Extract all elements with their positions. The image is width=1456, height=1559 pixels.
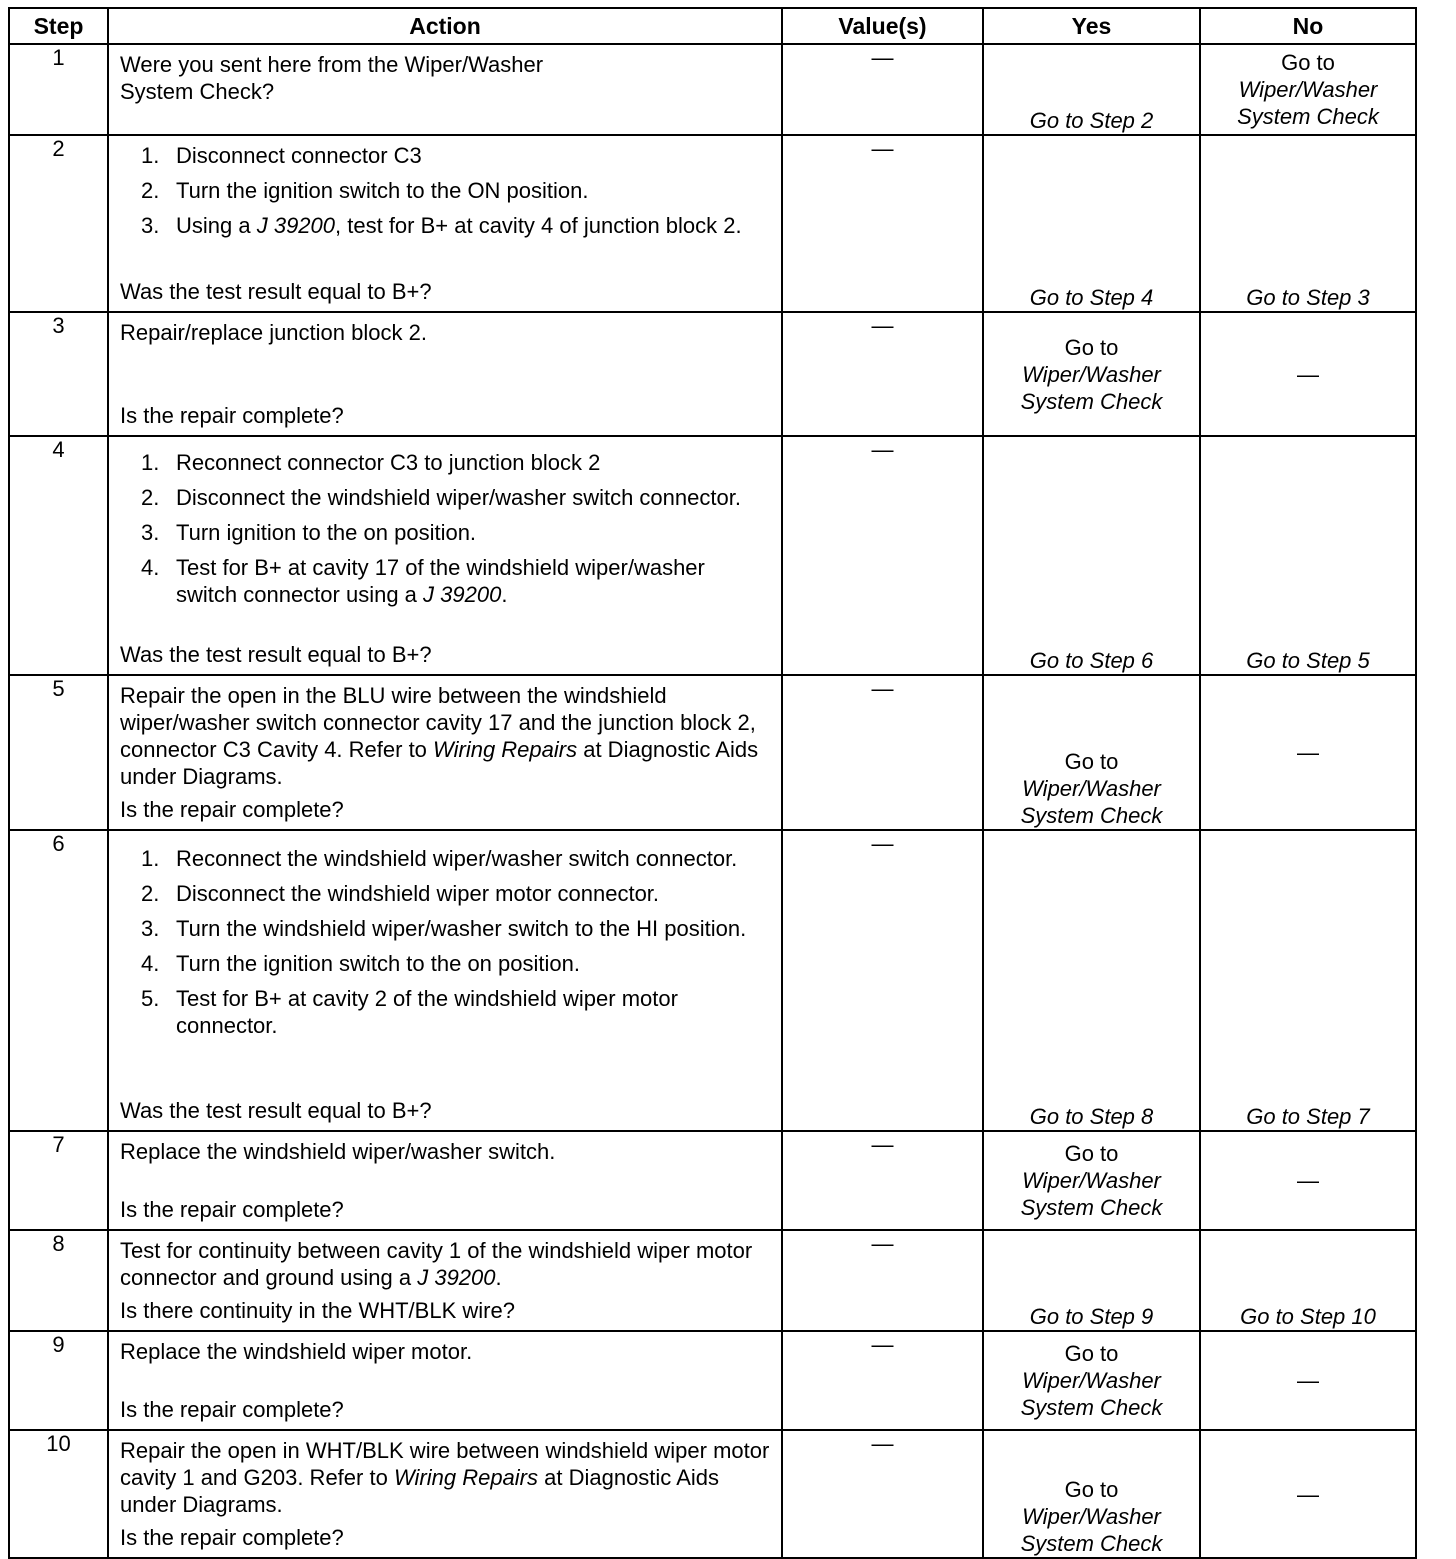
action-question: Was the test result equal to B+? bbox=[120, 279, 432, 304]
system-check-line1: Wiper/Washer bbox=[1022, 776, 1161, 801]
no-result: Go to Step 3 bbox=[1246, 285, 1370, 310]
action-cell bbox=[108, 436, 782, 675]
no-cell: — bbox=[1200, 1331, 1416, 1430]
no-cell: — bbox=[1200, 312, 1416, 436]
step-number: 5 bbox=[9, 675, 108, 830]
value-cell: — bbox=[782, 830, 983, 1131]
value-cell: — bbox=[782, 312, 983, 436]
action-question: Is the repair complete? bbox=[120, 1397, 344, 1422]
no-result: Go to Step 10 bbox=[1240, 1304, 1376, 1329]
header-action: Action bbox=[108, 8, 782, 44]
value-cell: — bbox=[782, 135, 983, 312]
no-result: Go to Step 5 bbox=[1246, 648, 1370, 673]
yes-cell bbox=[983, 436, 1200, 675]
list-item: 2. Turn the ignition switch to the ON position. bbox=[141, 178, 589, 203]
value-cell: — bbox=[782, 1430, 983, 1558]
list-item: 4. Turn the ignition switch to the on position. bbox=[141, 951, 580, 976]
table-row bbox=[9, 830, 1416, 1131]
list-item: 3. Turn ignition to the on position. bbox=[141, 520, 477, 545]
action-cell bbox=[108, 135, 782, 312]
no-cell: — bbox=[1200, 1131, 1416, 1230]
step-number: 10 bbox=[9, 1430, 108, 1558]
system-check-line2: System Check bbox=[1020, 1531, 1163, 1556]
goto-label: Go to bbox=[1281, 50, 1335, 75]
yes-cell bbox=[983, 830, 1200, 1131]
yes-cell bbox=[983, 1331, 1200, 1430]
list-item: 1. Reconnect the windshield wiper/washer switch connector. bbox=[141, 846, 738, 871]
table-row bbox=[9, 312, 1416, 436]
action-cell bbox=[108, 1331, 782, 1430]
yes-result: Go to Step 2 bbox=[1029, 108, 1154, 133]
step-number: 7 bbox=[9, 1131, 108, 1230]
table-row bbox=[9, 675, 1416, 830]
header-values: Value(s) bbox=[782, 8, 983, 44]
action-cell bbox=[108, 675, 782, 830]
step-number: 8 bbox=[9, 1230, 108, 1331]
header-row bbox=[9, 8, 1416, 44]
goto-label: Go to bbox=[1064, 334, 1119, 360]
value-cell: — bbox=[782, 436, 983, 675]
yes-result: Go to Step 6 bbox=[1029, 648, 1154, 673]
table-row bbox=[9, 44, 1416, 135]
list-item: 4. Test for B+ at cavity 17 of the windshield wiper/washer switch connector using a J 39200. bbox=[141, 555, 705, 607]
yes-cell bbox=[983, 675, 1200, 830]
yes-result: Go to Step 8 bbox=[1029, 1104, 1154, 1129]
action-text: Repair the open in the BLU wire between the windshield wiper/washer switch connector cavity 17 and the junction block 2, connector C3 Cavity 4. Refer to Wiring Repairs at Diagnostic Aids under Diagrams. bbox=[120, 683, 759, 789]
table-row bbox=[9, 135, 1416, 312]
value-cell: — bbox=[782, 1230, 983, 1331]
yes-cell bbox=[983, 312, 1200, 436]
yes-cell bbox=[983, 44, 1200, 135]
yes-cell bbox=[983, 1131, 1200, 1230]
action-question: Was the test result equal to B+? bbox=[120, 642, 432, 667]
no-cell bbox=[1200, 135, 1416, 312]
no-cell: — bbox=[1200, 675, 1416, 830]
list-item: 3. Turn the windshield wiper/washer switch to the HI position. bbox=[141, 916, 747, 941]
system-check-line2: System Check bbox=[1020, 1395, 1163, 1420]
step-number: 1 bbox=[9, 44, 108, 135]
header-no: No bbox=[1200, 8, 1416, 44]
yes-result: Go to Step 4 bbox=[1029, 285, 1154, 310]
action-text: Repair/replace junction block 2. bbox=[120, 320, 427, 345]
goto-label: Go to bbox=[1064, 749, 1119, 774]
action-question: Is the repair complete? bbox=[120, 1525, 344, 1550]
goto-label: Go to bbox=[1064, 1141, 1119, 1166]
system-check-line2: System Check bbox=[1020, 388, 1163, 414]
header-yes: Yes bbox=[983, 8, 1200, 44]
list-item: 3. Using a J 39200, test for B+ at cavity 4 of junction block 2. bbox=[141, 213, 742, 238]
no-cell bbox=[1200, 830, 1416, 1131]
action-text: Test for continuity between cavity 1 of the windshield wiper motor connector and ground using a J 39200. bbox=[120, 1238, 753, 1290]
yes-cell bbox=[983, 1230, 1200, 1331]
system-check-line1: Wiper/Washer bbox=[1022, 1168, 1161, 1193]
no-cell: — bbox=[1200, 1430, 1416, 1558]
system-check-line1: Wiper/Washer bbox=[1022, 1368, 1161, 1393]
system-check-line1: Wiper/Washer bbox=[1022, 361, 1161, 387]
list-item: 5. Test for B+ at cavity 2 of the windshield wiper motor connector. bbox=[141, 986, 678, 1038]
step-number: 3 bbox=[9, 312, 108, 436]
goto-label: Go to bbox=[1064, 1477, 1119, 1502]
action-text: Repair the open in WHT/BLK wire between windshield wiper motor cavity 1 and G203. Refer to Wiring Repairs at Diagnostic Aids under Diagrams. bbox=[120, 1438, 770, 1517]
action-list bbox=[120, 142, 771, 247]
value-cell: — bbox=[782, 675, 983, 830]
list-item: 2. Disconnect the windshield wiper motor connector. bbox=[141, 881, 660, 906]
system-check-line1: Wiper/Washer bbox=[1022, 1504, 1161, 1529]
table-row bbox=[9, 1131, 1416, 1230]
action-cell bbox=[108, 1230, 782, 1331]
header-step: Step bbox=[9, 8, 108, 44]
action-list bbox=[120, 449, 771, 616]
action-question: Is the repair complete? bbox=[120, 1197, 344, 1222]
value-cell: — bbox=[782, 1131, 983, 1230]
table-row bbox=[9, 1331, 1416, 1430]
diagnostic-table bbox=[8, 7, 1417, 1559]
value-cell: — bbox=[782, 1331, 983, 1430]
no-result: Go to Step 7 bbox=[1246, 1104, 1370, 1129]
no-cell bbox=[1200, 44, 1416, 135]
action-question: Is the repair complete? bbox=[120, 797, 344, 822]
yes-cell bbox=[983, 1430, 1200, 1558]
action-cell bbox=[108, 312, 782, 436]
goto-label: Go to bbox=[1064, 1341, 1119, 1366]
action-question: Was the test result equal to B+? bbox=[120, 1098, 432, 1123]
action-text: Replace the windshield wiper/washer switch. bbox=[120, 1139, 556, 1164]
system-check-line2: System Check bbox=[1237, 104, 1379, 129]
yes-cell bbox=[983, 135, 1200, 312]
yes-result: Go to Step 9 bbox=[1029, 1304, 1154, 1329]
step-number: 2 bbox=[9, 135, 108, 312]
action-cell bbox=[108, 1430, 782, 1558]
action-cell bbox=[108, 44, 782, 135]
action-cell bbox=[108, 1131, 782, 1230]
value-cell: — bbox=[782, 44, 983, 135]
system-check-line2: System Check bbox=[1020, 1195, 1163, 1220]
action-cell bbox=[108, 830, 782, 1131]
step-number: 9 bbox=[9, 1331, 108, 1430]
no-cell bbox=[1200, 436, 1416, 675]
action-text: Were you sent here from the Wiper/Washer System Check? bbox=[120, 52, 544, 104]
system-check-line1: Wiper/Washer bbox=[1238, 77, 1378, 102]
table-row bbox=[9, 1430, 1416, 1558]
step-number: 4 bbox=[9, 436, 108, 675]
action-question: Is there continuity in the WHT/BLK wire? bbox=[120, 1298, 515, 1323]
action-question: Is the repair complete? bbox=[120, 403, 344, 428]
list-item: 1. Reconnect connector C3 to junction block 2 bbox=[141, 450, 601, 475]
step-number: 6 bbox=[9, 830, 108, 1131]
table-row bbox=[9, 1230, 1416, 1331]
table-row bbox=[9, 436, 1416, 675]
system-check-line2: System Check bbox=[1020, 803, 1163, 828]
no-cell bbox=[1200, 1230, 1416, 1331]
list-item: 2. Disconnect the windshield wiper/washer switch connector. bbox=[141, 485, 741, 510]
action-list bbox=[120, 845, 771, 1047]
action-text: Replace the windshield wiper motor. bbox=[120, 1339, 473, 1364]
list-item: 1. Disconnect connector C3 bbox=[141, 143, 422, 168]
